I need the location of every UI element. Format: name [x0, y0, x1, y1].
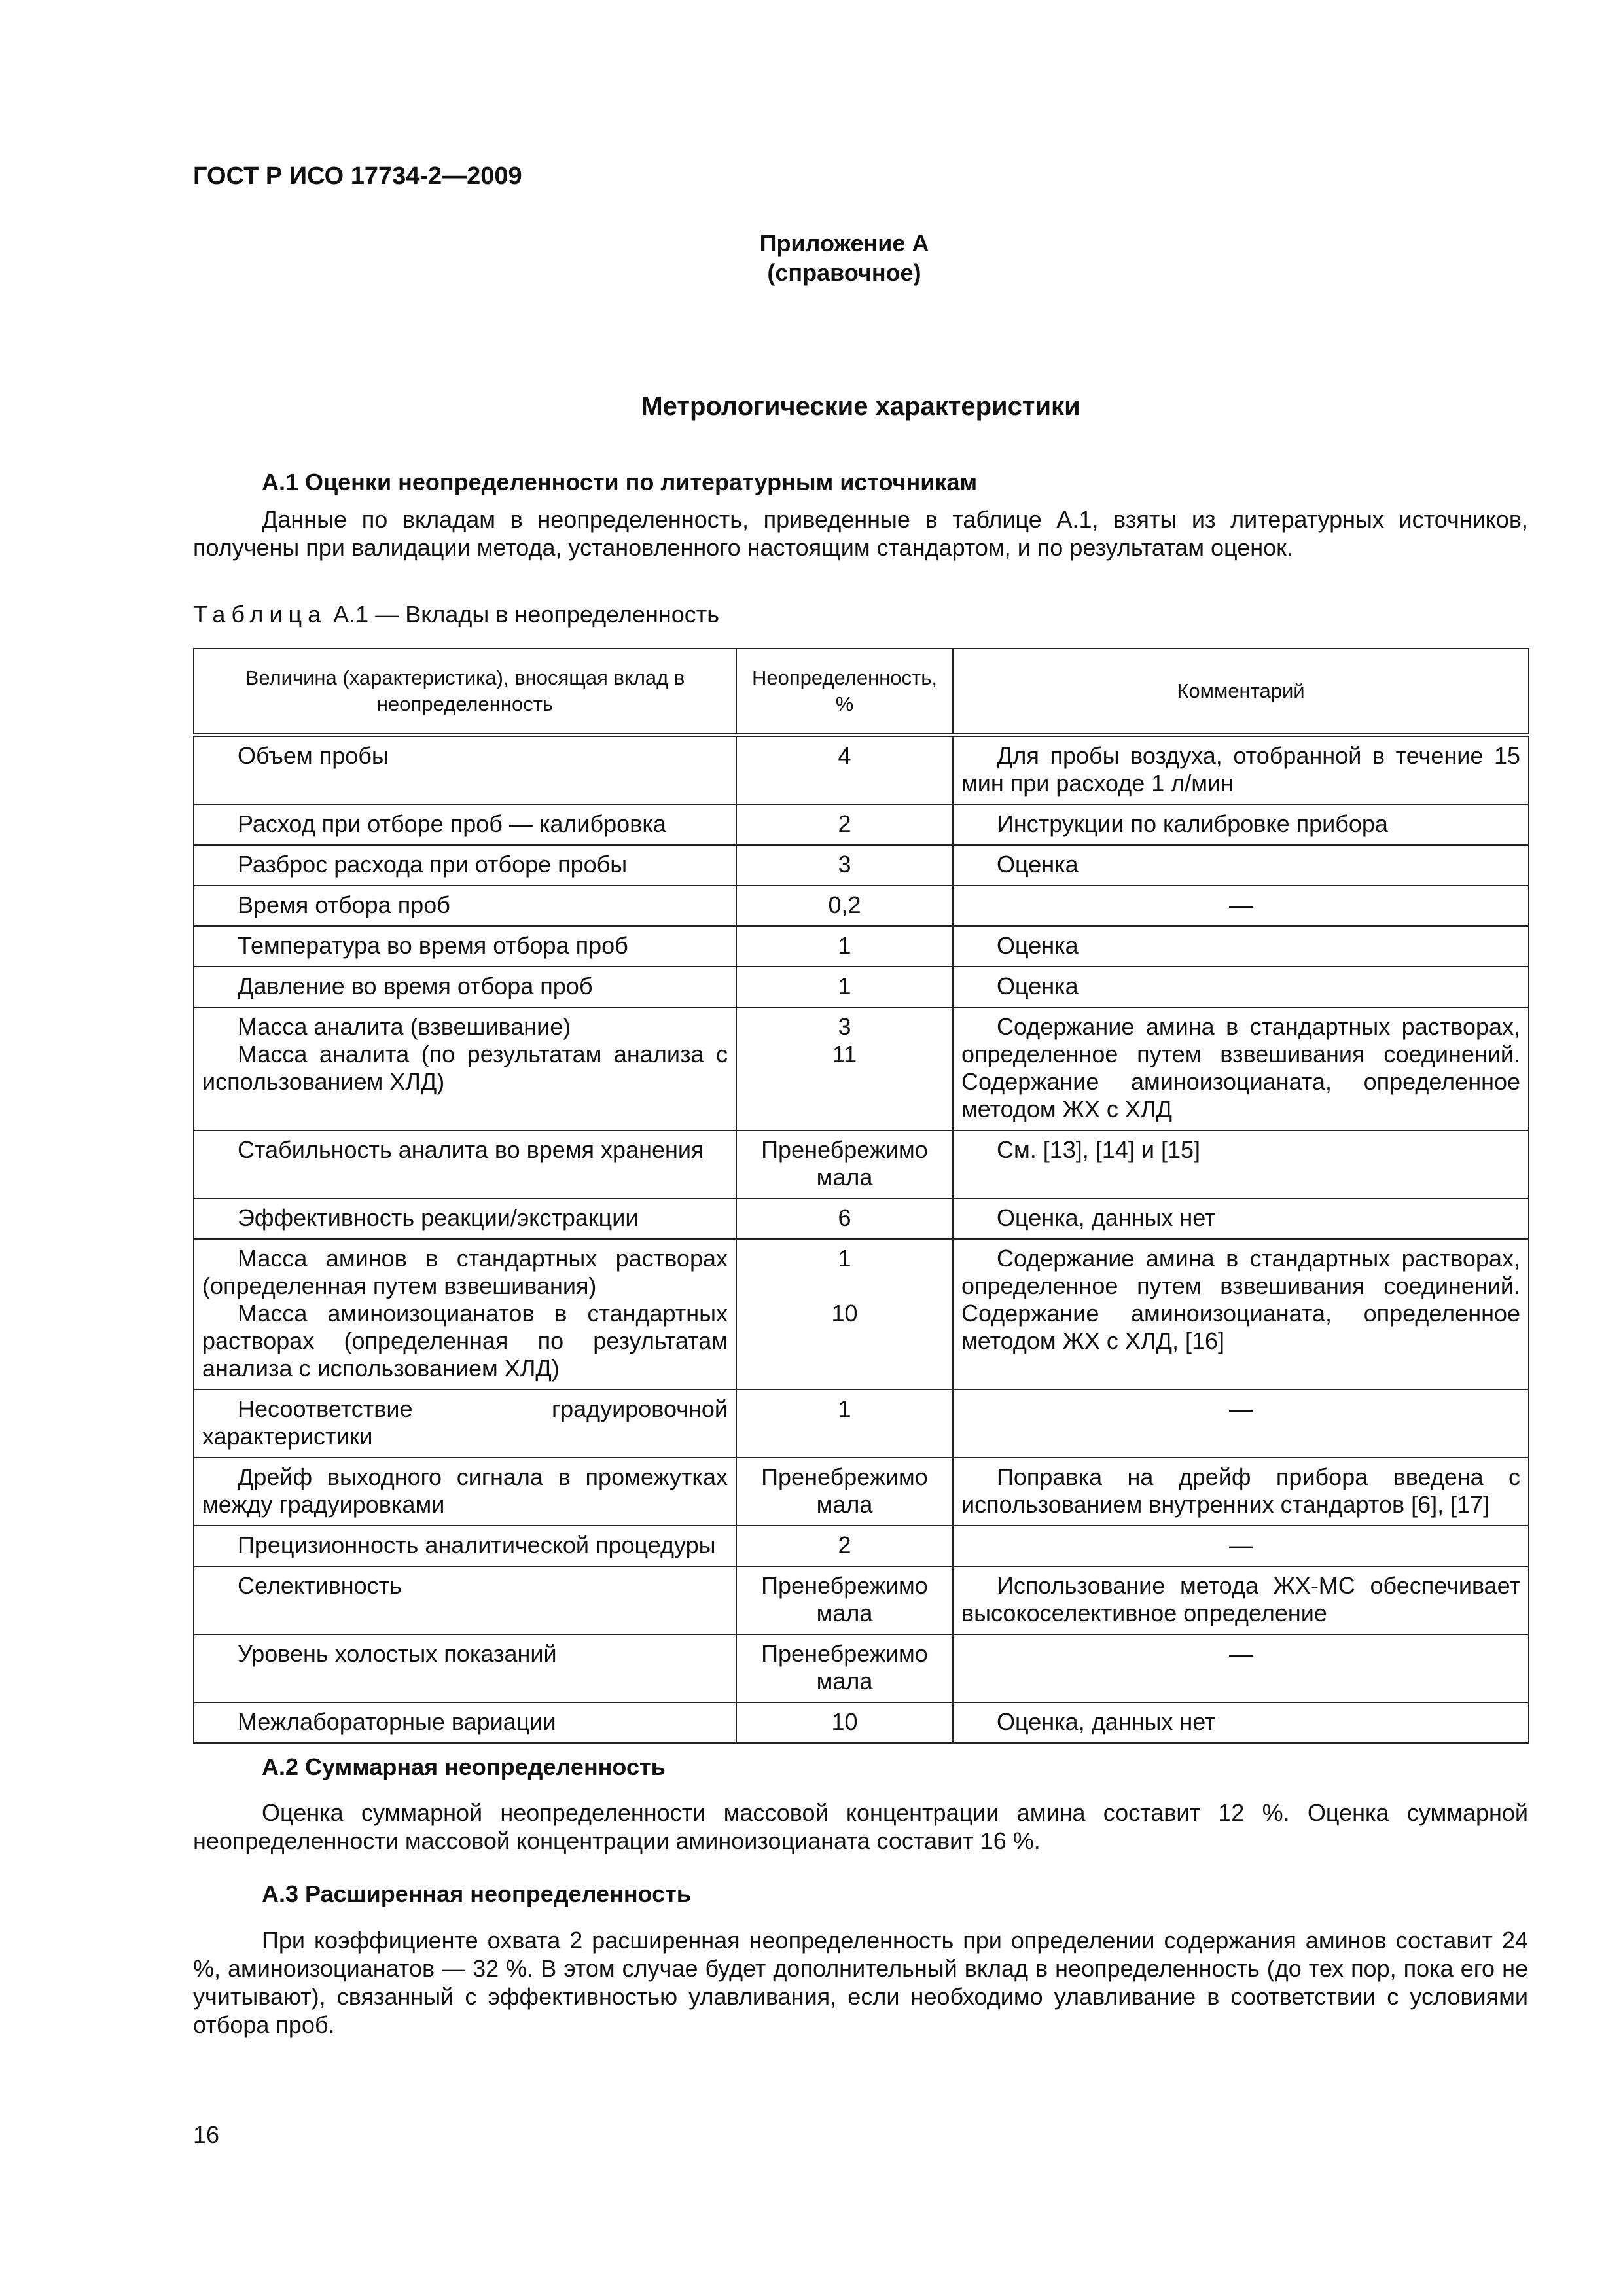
quantity-cell: Расход при отборе проб — калибровка [238, 810, 666, 837]
quantity-cell: Объем пробы [238, 742, 389, 769]
section-a1-text: Данные по вкладам в неопределенность, приведенные в таблице А.1, взяты из литературных источников, получены при валидации метода, установленного настоящим стандартом, и по результатам оценок. [193, 506, 1528, 561]
comment-cell: Содержание амина в стандартных растворах, определенное путем взвешивания соединений. Содержание аминоизоцианата, определенное методом ЖХ с ХЛД, [16] [961, 1245, 1520, 1354]
uncertainty-cell: 1 [838, 932, 851, 959]
uncertainty-cell: 1 [838, 973, 851, 999]
uncertainty-cell: 2 [838, 1532, 851, 1558]
uncertainty-cell: 4 [838, 742, 851, 769]
uncertainty-table [193, 648, 1529, 1744]
appendix-title: Приложение А [759, 230, 929, 257]
uncertainty-cell: 10 [831, 1708, 858, 1735]
table-row [194, 1007, 1529, 1130]
quantity-cell: Дрейф выходного сигнала в промежутках между градуировками [202, 1463, 728, 1518]
uncertainty-cell: Пренебрежимо мала [761, 1136, 928, 1191]
table-row [194, 967, 1529, 1007]
uncertainty-cell: 1 [838, 1245, 851, 1272]
table-row [194, 1198, 1529, 1239]
quantity-cell: Время отбора проб [238, 891, 450, 918]
table-row [194, 1130, 1529, 1198]
uncertainty-cell: 3 [838, 851, 851, 878]
header-quantity: Величина (характеристика), вносящая вклад в неопределенность [194, 649, 736, 735]
comment-cell: — [1229, 1640, 1253, 1667]
comment-cell: См. [13], [14] и [15] [997, 1136, 1201, 1163]
comment-cell: Инструкции по калибровке прибора [997, 810, 1388, 837]
quantity-cell: Селективность [238, 1572, 402, 1599]
comment-cell: Поправка на дрейф прибора введена с использованием внутренних стандартов [6], [17] [961, 1463, 1520, 1518]
comment-cell: — [1229, 891, 1253, 918]
quantity-cell: Разброс расхода при отборе пробы [238, 851, 628, 878]
table-row [194, 886, 1529, 926]
quantity-cell: Стабильность аналита во время хранения [238, 1136, 704, 1163]
table-row [194, 1239, 1529, 1390]
table-caption [193, 600, 719, 628]
quantity-cell: Эффективность реакции/экстракции [238, 1204, 639, 1231]
uncertainty-cell: 0,2 [828, 891, 861, 918]
page-number: 16 [193, 2121, 220, 2148]
comment-cell: Использование метода ЖХ-МС обеспечивает высокоселективное определение [961, 1572, 1520, 1626]
comment-cell: Оценка [997, 973, 1079, 999]
quantity-cell: Несоответствие градуировочной характеристики [202, 1395, 728, 1450]
quantity-cell: Давление во время отбора проб [238, 973, 593, 999]
quantity-cell: Межлабораторные вариации [238, 1708, 556, 1735]
uncertainty-cell: 3 [838, 1013, 851, 1040]
table-header-row [194, 649, 1529, 735]
table-row [194, 926, 1529, 967]
quantity-cell: Масса аналита (взвешивание) [238, 1013, 571, 1040]
section-a3-heading: А.3 Расширенная неопределенность [262, 1880, 691, 1907]
table-row [194, 1458, 1529, 1526]
table-row [194, 845, 1529, 886]
comment-cell: — [1229, 1532, 1253, 1558]
section-a1-heading: А.1 Оценки неопределенности по литературным источникам [262, 469, 978, 495]
uncertainty-cell: 1 [838, 1395, 851, 1422]
quantity-cell: Масса аминов в стандартных растворах (определенная путем взвешивания) [202, 1245, 728, 1299]
table-caption-label: Таблица [193, 601, 327, 628]
section-a2-heading: А.2 Суммарная неопределенность [262, 1753, 666, 1780]
quantity-cell: Уровень холостых показаний [238, 1640, 557, 1667]
header-uncertainty: Неопределенность, % [736, 649, 953, 735]
table-row [194, 735, 1529, 804]
uncertainty-cell: 10 [831, 1300, 858, 1327]
section-a3-text: При коэффициенте охвата 2 расширенная неопределенность при определении содержания аминов составит 24 %, аминоизоцианатов — 32 %. В этом случае будет дополнительный вклад в неопределенность (до тех пор, пока его не учитывают), связанный с эффективностью улавливания, если необходимо улавливание в соответствии с условиями отбора проб. [193, 1927, 1528, 2038]
comment-cell: — [1229, 1395, 1253, 1422]
table-row [194, 804, 1529, 845]
document-title: Метрологические характеристики [641, 392, 1080, 421]
comment-cell: Содержание амина в стандартных растворах, определенное путем взвешивания соединений. Содержание аминоизоцианата, определенное методом ЖХ с ХЛД [961, 1013, 1520, 1122]
quantity-cell: Прецизионность аналитической процедуры [238, 1532, 716, 1558]
section-a2-text: Оценка суммарной неопределенности массовой концентрации амина составит 12 %. Оценка суммарной неопределенности массовой концентрации аминоизоцианата составит 16 %. [193, 1799, 1528, 1854]
comment-cell: Для пробы воздуха, отобранной в течение 15 мин при расходе 1 л/мин [961, 742, 1520, 797]
comment-cell: Оценка, данных нет [997, 1204, 1216, 1231]
uncertainty-cell: Пренебрежимо мала [761, 1640, 928, 1695]
table-row [194, 1390, 1529, 1458]
uncertainty-cell: 2 [838, 810, 851, 837]
table-caption-text: А.1 — Вклады в неопределенность [333, 601, 719, 628]
table-row [194, 1634, 1529, 1702]
table-row [194, 1566, 1529, 1634]
uncertainty-cell: 6 [838, 1204, 851, 1231]
comment-cell: Оценка, данных нет [997, 1708, 1216, 1735]
table-row [194, 1702, 1529, 1743]
quantity-cell: Масса аминоизоцианатов в стандартных растворах (определенная по результатам анализа с использованием ХЛД) [202, 1300, 728, 1382]
uncertainty-cell: 11 [832, 1041, 857, 1067]
table-row [194, 1526, 1529, 1566]
uncertainty-cell: Пренебрежимо мала [761, 1572, 928, 1626]
comment-cell: Оценка [997, 932, 1079, 959]
comment-cell: Оценка [997, 851, 1079, 878]
appendix-subtitle: (справочное) [767, 259, 921, 286]
uncertainty-cell: Пренебрежимо мала [761, 1463, 928, 1518]
quantity-cell: Температура во время отбора проб [238, 932, 628, 959]
standard-designation: ГОСТ Р ИСО 17734-2—2009 [193, 162, 522, 190]
quantity-cell: Масса аналита (по результатам анализа с использованием ХЛД) [202, 1041, 728, 1095]
header-comment: Комментарий [953, 649, 1529, 735]
